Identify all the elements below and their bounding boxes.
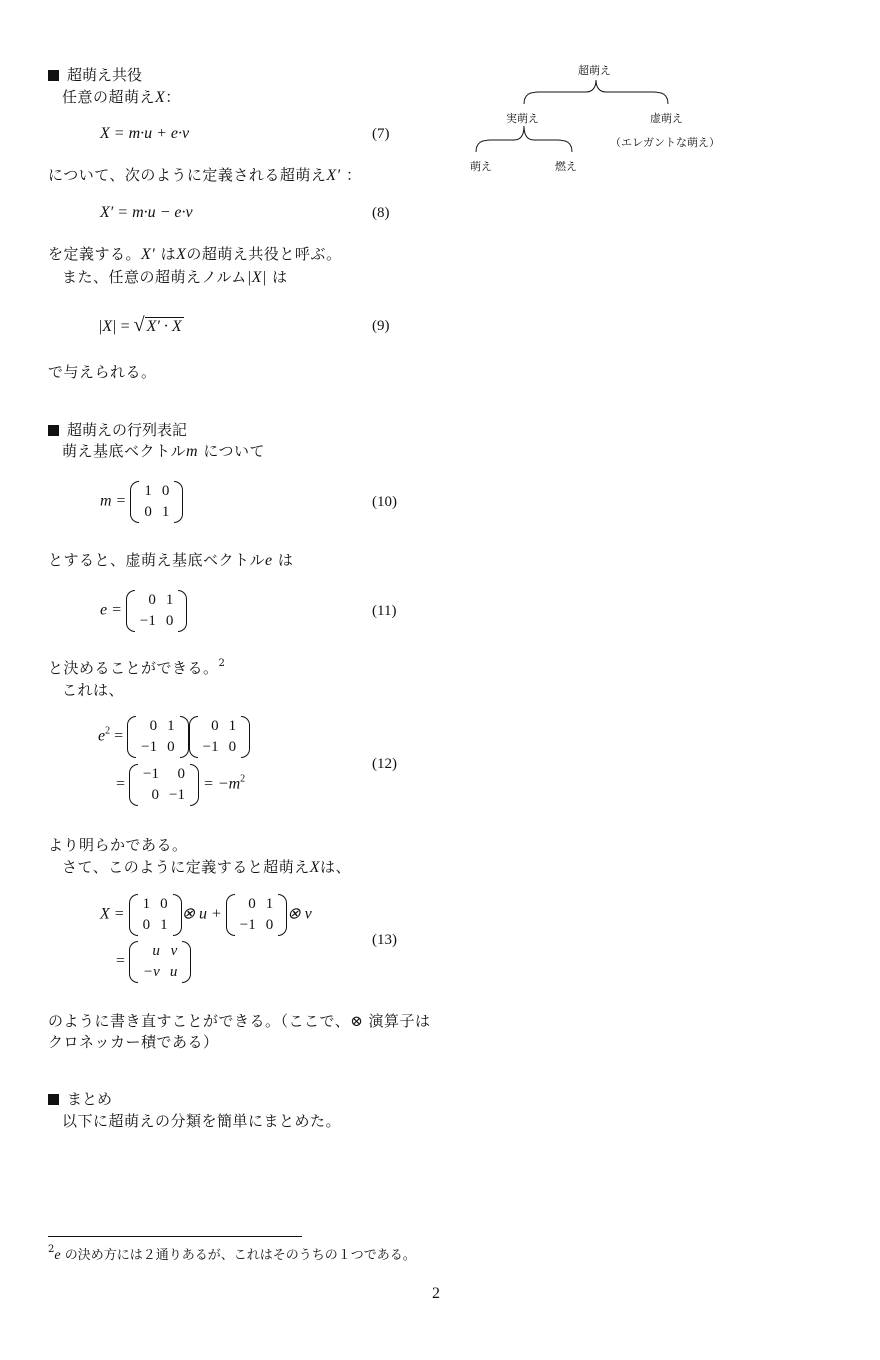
footnote-rule (48, 1236, 302, 1237)
equation-9: |X| = √ X′ · X (98, 314, 182, 336)
tree-node-imag-note: （エレガントな萌え） (610, 136, 720, 149)
square-bullet-icon (48, 1094, 59, 1105)
paragraph: これは、 (62, 681, 125, 699)
page-number: 2 (432, 1285, 440, 1302)
paragraph: また、任意の超萌えノルム|X| は (62, 268, 288, 286)
section-title-matrix: 超萌えの行列表記 (48, 419, 187, 440)
paragraph: 以下に超萌えの分類を簡単にまとめた。 (62, 1112, 342, 1130)
tree-node-real: 実萌え (506, 112, 539, 125)
paragraph: のように書き直すことができる。（ここで、⊗ 演算子は (48, 1012, 431, 1030)
matrix: 1 0 0 1 (129, 894, 182, 936)
equation-number: (9) (372, 318, 390, 334)
matrix: 0 1 −1 0 (189, 716, 250, 758)
square-bullet-icon (48, 425, 59, 436)
footnote-ref: 2 (218, 658, 226, 669)
equation-11: e = 0 1 −1 0 (100, 590, 187, 632)
tree-brace-root (522, 78, 670, 106)
paragraph: より明らかである。 (48, 836, 188, 854)
equation-7: X = m·u + e·v (100, 125, 190, 142)
square-bullet-icon (48, 70, 59, 81)
equation-number: (10) (372, 494, 397, 510)
tree-brace-real (474, 124, 574, 154)
paragraph: を定義する。X′ はXの超萌え共役と呼ぶ。 (48, 245, 342, 263)
equation-number: (13) (372, 932, 397, 948)
equation-number: (7) (372, 126, 390, 142)
paragraph: について、次のように定義される超萌えX′ ： (48, 166, 362, 184)
section-title-conjugate: 超萌え共役 (48, 64, 142, 85)
paragraph: クロネッカー積である） (48, 1033, 219, 1051)
footnote: $^2$e の決め方には２通りあるが、これはそのうちの１つである。 (48, 1244, 416, 1263)
matrix: 1 0 0 1 (130, 481, 183, 523)
equation-13-line1: X = 1 0 0 1 ⊗ u + 0 1 −1 0 ⊗ v (100, 894, 312, 936)
matrix: 0 1 −1 0 (126, 590, 187, 632)
paragraph: 萌え基底ベクトルm について (62, 442, 266, 460)
equation-13-line2: = u v −v u (116, 941, 191, 983)
equation-12-line2: = −1 0 0 −1 = $-m^2$ (116, 764, 245, 806)
equation-10: m = 1 0 0 1 (100, 481, 183, 523)
tree-node-root: 超萌え (578, 64, 611, 77)
equation-12-line1: $e^2$ = 0 1 −1 0 0 1 −1 0 (98, 716, 250, 758)
equation-number: (11) (372, 603, 397, 619)
equation-number: (12) (372, 756, 397, 772)
matrix: −1 0 0 −1 (129, 764, 199, 806)
matrix: 0 1 −1 0 (226, 894, 287, 936)
paragraph: で与えられる。 (48, 363, 157, 381)
paragraph: さて、このように定義すると超萌えXは、 (62, 858, 351, 876)
paragraph: とすると、虚萌え基底ベクトルe は (48, 551, 294, 569)
tree-node-leaf-moe-burn: 燃え (555, 160, 577, 173)
matrix: 0 1 −1 0 (127, 716, 188, 758)
tree-node-leaf-moe: 萌え (470, 160, 492, 173)
paragraph: と決めることができる。$^2$ (48, 658, 226, 677)
paragraph: 任意の超萌えX： (62, 88, 181, 106)
equation-number: (8) (372, 205, 390, 221)
equation-8: X′ = m·u − e·v (100, 204, 193, 221)
section-title-summary: まとめ (48, 1088, 112, 1109)
matrix: u v −v u (129, 941, 191, 983)
tree-node-imag: 虚萌え (650, 112, 683, 125)
